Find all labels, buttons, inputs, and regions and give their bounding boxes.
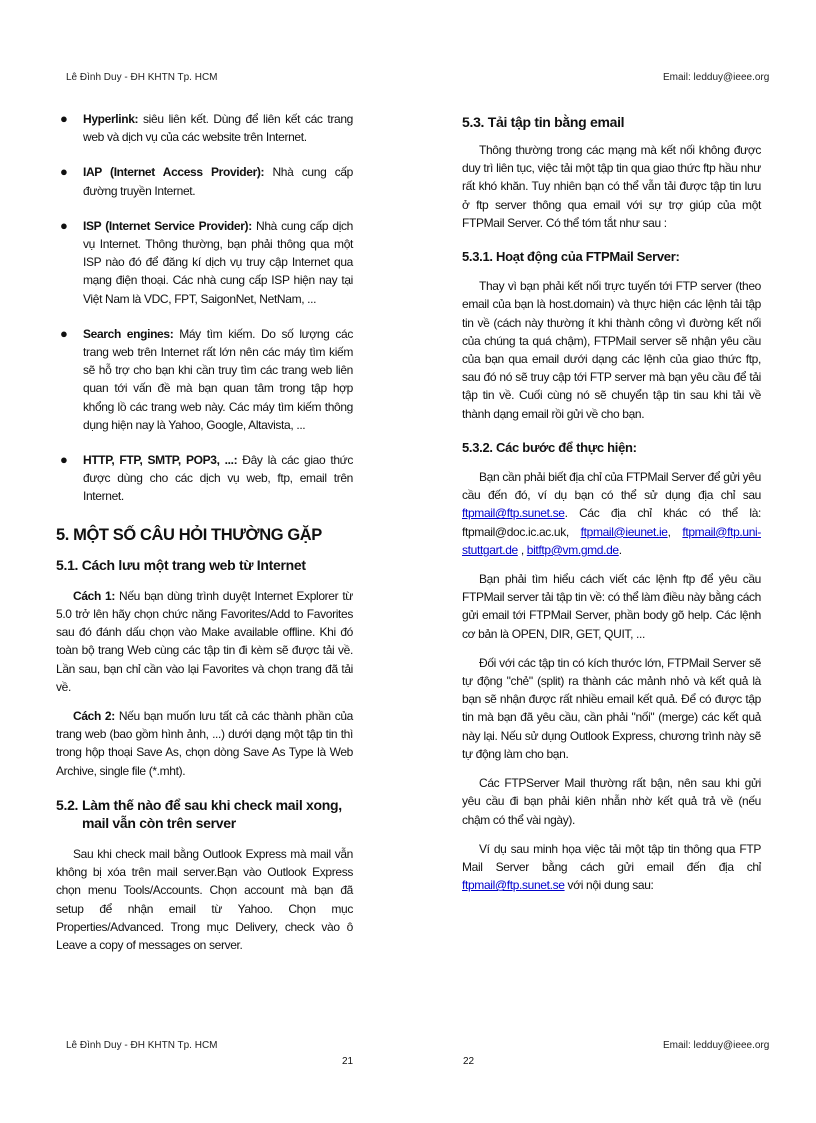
term: Hyperlink:	[83, 112, 139, 126]
term: Search engines:	[83, 326, 174, 341]
term: IAP (Internet Access Provider):	[83, 165, 265, 180]
section-5-2-heading: 5.2. Làm thế nào để sau khi check mail xong, mail vẫn còn trên server	[56, 796, 342, 831]
definition: siêu liên kết. Dùng để liên kết các trang web và dịch vụ của các website trên Internet.	[83, 112, 353, 145]
term: HTTP, FTP, SMTP, POP3, ...:	[83, 453, 238, 468]
section-5-2-paragraph: Sau khi check mail bằng Outlook Express mà mail vẫn không bị xóa trên mail server.Bạn vào Outlook Express chọn menu Tools/Accounts. Chọn account mà bạn đã setup để nhận email từ Yahoo. Chọn mục Properties/Advanced. Trong mục Delivery, check vào ô Leave a copy of messages on server.	[56, 846, 353, 952]
ftpmail-stuttgart-link[interactable]: ftpmail@ftp.uni-stuttgart.de	[462, 524, 761, 557]
left-column	[56, 110, 353, 965]
bullet-icon: ●	[60, 452, 68, 468]
large-files-paragraph: Đối với các tập tin có kích thước lớn, FTPMail Server sẽ tự động "chẻ" (split) ra thành các mảnh nhỏ và kết quả là bạn sẽ nhận được rất nhiều email kết quả. Để có được tập tin mà bạn đã yêu cầu, cần phải "nối" (merge) các kết quả này lại. Nếu sử dụng Outlook Express, chương trình này sẽ tự động làm cho bạn.	[462, 655, 761, 761]
section-5-heading: 5. MỘT SỐ CÂU HỎI THƯỜNG GẶP	[56, 525, 322, 544]
method-2-label: Cách 2:	[73, 709, 115, 724]
right-column	[462, 113, 761, 905]
section-5-3-paragraph: Thông thường trong các mạng mà kết nối không được duy trì liên tục, việc tải một tập tin qua giao thức ftp hầu như rất khó khăn. Tuy nhiên bạn có thể vẫn tải được tập tin lưu ở ftp server thông qua email với sự trợ giúp của một FTPMail Server. Có thể tóm tắt như sau :	[462, 143, 761, 230]
example-paragraph: Ví dụ sau minh họa việc tải một tập tin thông qua FTP Mail Server bằng cách gửi email đến địa chỉ ftpmail@ftp.sunet.se với nội dung sau:	[462, 841, 761, 893]
footer-right: Email: ledduy@ieee.org	[663, 1040, 770, 1051]
bullet-icon: ●	[60, 217, 68, 233]
header-right: Email: ledduy@ieee.org	[663, 72, 770, 83]
glossary-list	[56, 110, 353, 506]
definition: Nhà cung cấp đường truyền Internet.	[83, 165, 353, 198]
definition: Đây là các giao thức được dùng cho các dịch vụ web, ftp, email trên Internet.	[83, 453, 353, 504]
section-5-1-heading: 5.1. Cách lưu một trang web từ Internet	[56, 556, 306, 573]
list-item	[56, 325, 353, 434]
method-1-paragraph: Cách 1: Nếu bạn dùng trình duyệt Internet Explorer từ 5.0 trở lên hãy chọn chức năng Favorites/Add to Favorites sau đó đánh dấu chọn vào Make available offline. Khi đó toàn bộ trang Web cùng các tập tin đi kèm sẽ được tải về. Lần sau, bạn chỉ cần vào lại Favorites và chọn trang đã tải về.	[56, 588, 353, 694]
list-item	[56, 110, 353, 146]
ftpmail-ieunet-link[interactable]: ftpmail@ieunet.ie	[580, 524, 668, 539]
ftpmail-address-paragraph: Bạn cần phải biết địa chỉ của FTPMail Server để gửi yêu cầu đến đó, ví dụ bạn có thể sử dụng địa chỉ sau ftpmail@ftp.sunet.se. Các địa chỉ khác có thể là: ftpmail@doc.ic.ac.uk, ftpmail@ieunet.ie, ftpmail@ftp.uni-stuttgart.de , bitftp@vm.gmd.de.	[462, 470, 761, 557]
bullet-icon: ●	[60, 325, 68, 341]
page-number-left: 21	[342, 1056, 354, 1067]
list-item	[56, 217, 353, 308]
method-2-paragraph: Cách 2: Nếu bạn muốn lưu tất cả các thành phần của trang web (bao gồm hình ảnh, ...) dưới dạng một tập tin thì trong hộp thoại Save As, chọn dòng Save As Type là Web Archive, single file (*.mht).	[56, 709, 353, 778]
bullet-icon: ●	[60, 111, 68, 126]
ftp-commands-paragraph: Bạn phải tìm hiểu cách viết các lệnh ftp để yêu cầu FTPMail server tải tập tin về: có thể làm điều này bằng cách gửi email tới FTPMail Server, phần body gõ help. Các lệnh cơ bản là OPEN, DIR, GET, QUIT, ...	[462, 572, 761, 641]
section-5-3-heading: 5.3. Tải tập tin bằng email	[462, 114, 625, 130]
term: ISP (Internet Service Provider):	[83, 218, 252, 233]
list-item	[56, 451, 353, 506]
list-item	[56, 163, 353, 199]
ftpmail-sunet-link[interactable]: ftpmail@ftp.sunet.se	[462, 506, 565, 521]
bitftp-gmd-link[interactable]: bitftp@vm.gmd.de	[526, 542, 619, 557]
example-ftpmail-link[interactable]: ftpmail@ftp.sunet.se	[462, 878, 565, 893]
method-1-label: Cách 1:	[73, 588, 115, 603]
bullet-icon: ●	[60, 164, 68, 180]
section-5-3-1-paragraph: Thay vì bạn phải kết nối trực tuyến tới FTP server (theo email của bạn là host.domain) và thực hiện các lệnh tải tập tin về (cách này thường ít khi thành công vì đường kết nối của chúng ta quá chậm), FTPMail server sẽ nhận yêu cầu của bạn qua email dưới dạng các lệnh của giao thức ftp, sau đó nó sẽ truy cập tới FTP server mà bạn yêu cầu để tải tập tin về. Cuối cùng nó sẽ chuyển tập tin sau khi tải về thành dạng email rồi gửi về cho bạn.	[462, 279, 761, 421]
section-5-3-2-heading: 5.3.2. Các bước để thực hiện:	[462, 439, 637, 455]
definition: Máy tìm kiếm. Do số lượng các trang web trên Internet rất lớn nên các máy tìm kiếm sẽ hỗ trợ cho bạn khi cần truy tìm các trang web liên quan tới vấn đề mà bạn quan tâm trong tập hợp khổng lồ các trang web này. Các máy tìm kiếm thông dụng hiện nay là Yahoo, Google, Altavista, ...	[83, 326, 353, 432]
header-left: Lê Đình Duy - ĐH KHTN Tp. HCM	[66, 72, 218, 83]
section-5-3-1-heading: 5.3.1. Hoạt động của FTPMail Server:	[462, 249, 680, 265]
busy-servers-paragraph: Các FTPServer Mail thường rất bận, nên sau khi gửi yêu cầu đi bạn phải kiên nhẫn nhờ kết quả trả về (nếu chậm có thể vài ngày).	[462, 776, 761, 827]
page-number-right: 22	[463, 1056, 475, 1067]
definition: Nhà cung cấp dịch vụ Internet. Thông thường, bạn phải thông qua một ISP nào đó để đăng kí dịch vụ truy cập Internet qua mạng điện thoại. Các nhà cung cấp ISP hiện nay tại Việt Nam là VDC, FPT, SaigonNet, NetNam, ...	[83, 218, 354, 306]
footer-left: Lê Đình Duy - ĐH KHTN Tp. HCM	[66, 1040, 218, 1051]
